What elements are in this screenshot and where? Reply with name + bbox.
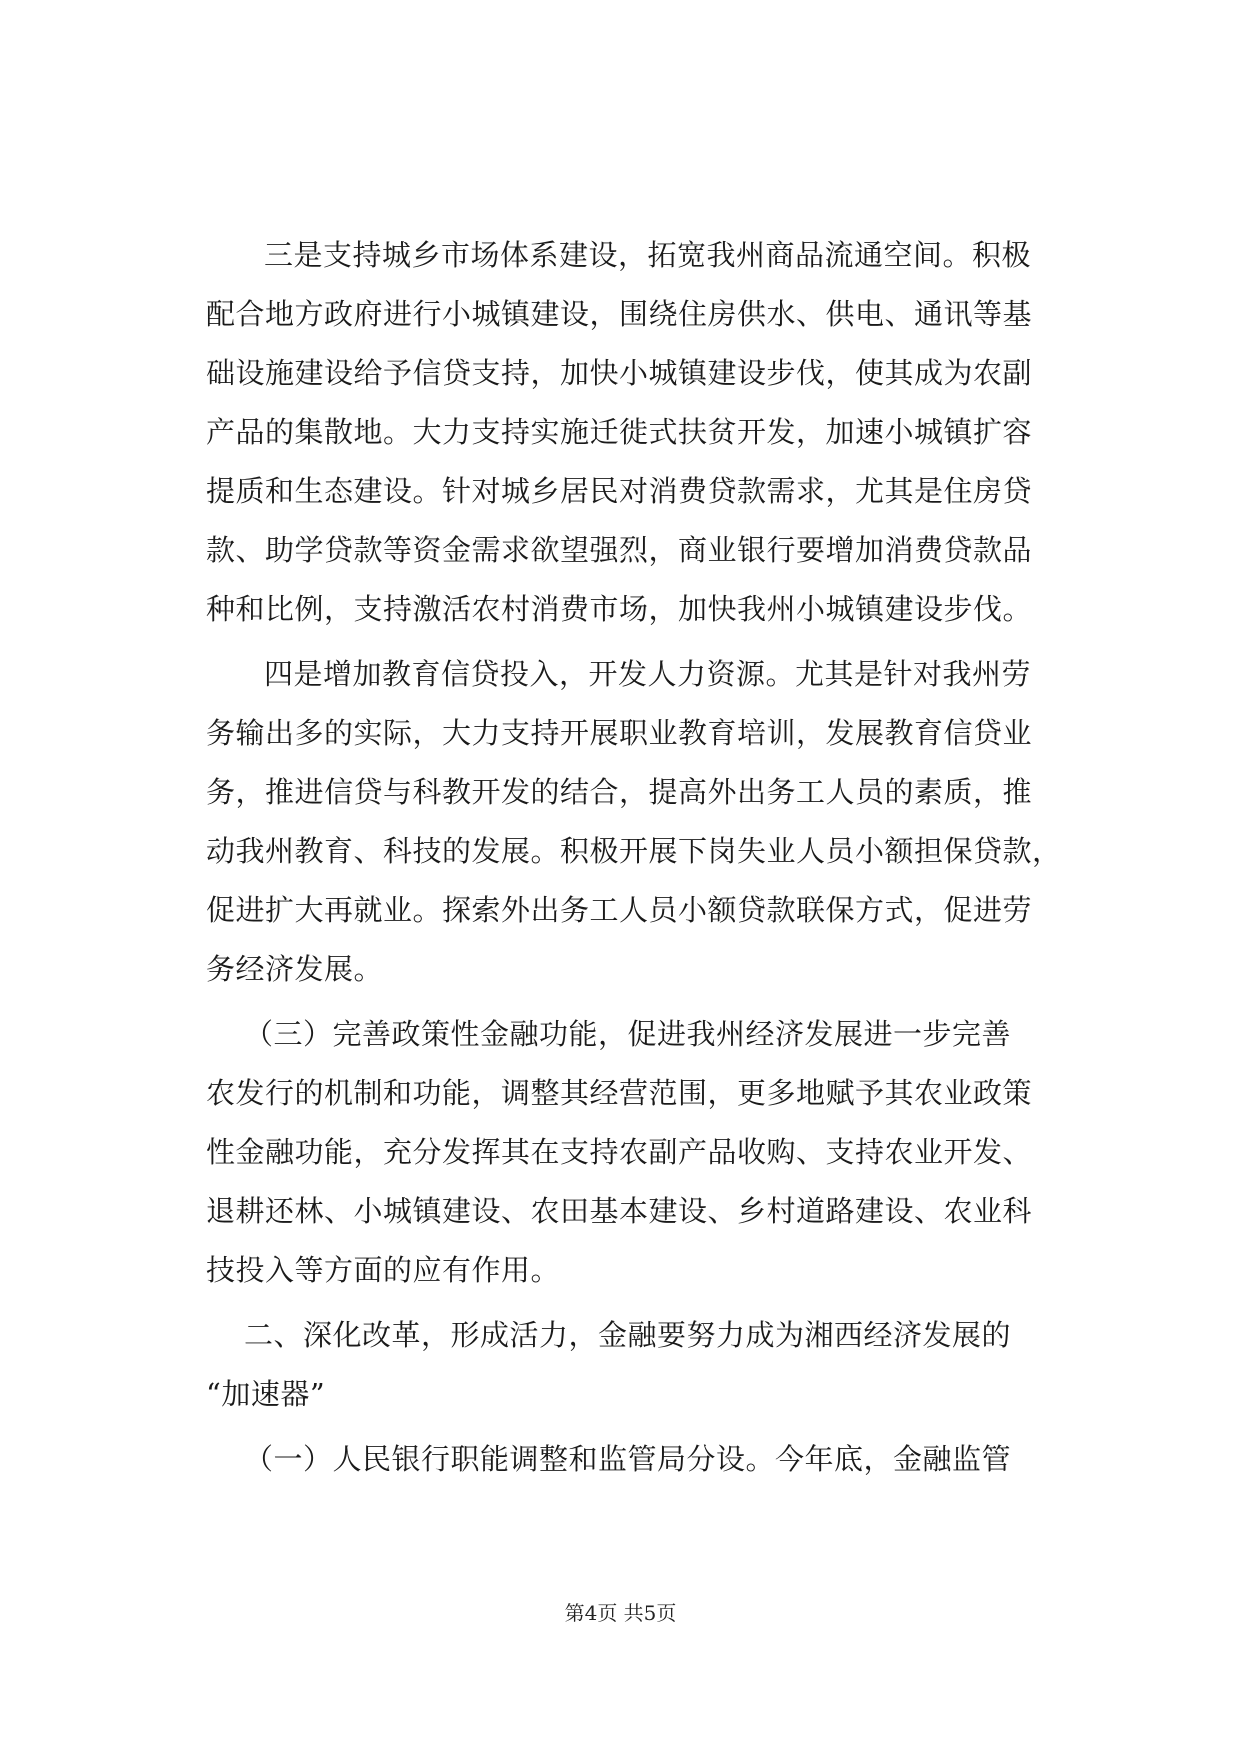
section-heading-reform <box>206 1306 1086 1424</box>
text-line: “加速器” <box>206 1377 326 1411</box>
text-line: 础设施建设给予信贷支持，加快小城镇建设步伐，使其成为农副 <box>206 356 1033 390</box>
text-line: 二、深化改革，形成活力，金融要努力成为湘西经济发展的 <box>244 1318 1012 1352</box>
page-number-footer: 第4页 共5页 <box>564 1601 677 1625</box>
text-line: 务输出多的实际，大力支持开展职业教育培训，发展教育信贷业 <box>206 716 1033 750</box>
text-line: 提质和生态建设。针对城乡居民对消费贷款需求，尤其是住房贷 <box>206 474 1033 508</box>
text-line: 务经济发展。 <box>206 952 384 986</box>
text-line: 农发行的机制和功能，调整其经营范围，更多地赋予其农业政策 <box>206 1076 1033 1110</box>
text-line: 产品的集散地。大力支持实施迁徙式扶贫开发，加速小城镇扩容 <box>206 415 1033 449</box>
text-line: 务，推进信贷与科教开发的结合，提高外出务工人员的素质，推 <box>206 775 1033 809</box>
text-line: 性金融功能，充分发挥其在支持农副产品收购、支持农业开发、 <box>206 1135 1033 1169</box>
text-line: 款、助学贷款等资金需求欲望强烈，商业银行要增加消费贷款品 <box>206 533 1033 567</box>
text-line: 技投入等方面的应有作用。 <box>206 1253 561 1287</box>
document-body <box>206 226 1086 1489</box>
text-line: 种和比例，支持激活农村消费市场，加快我州小城镇建设步伐。 <box>206 592 1033 626</box>
paragraph-education-credit <box>206 645 1086 999</box>
text-line: 配合地方政府进行小城镇建设，围绕住房供水、供电、通讯等基 <box>206 297 1033 331</box>
text-line: 动我州教育、科技的发展。积极开展下岗失业人员小额担保贷款， <box>206 834 1062 868</box>
paragraph-pboc-adjustment <box>206 1430 1086 1489</box>
text-line: （三）完善政策性金融功能，促进我州经济发展进一步完善 <box>244 1017 1012 1051</box>
text-line: 促进扩大再就业。探索外出务工人员小额贷款联保方式，促进劳 <box>206 893 1033 927</box>
text-line: 退耕还林、小城镇建设、农田基本建设、乡村道路建设、农业科 <box>206 1194 1033 1228</box>
text-line: （一）人民银行职能调整和监管局分设。今年底，金融监管 <box>244 1442 1012 1476</box>
paragraph-policy-finance <box>206 1005 1086 1300</box>
paragraph-market-system <box>206 226 1086 639</box>
text-line: 四是增加教育信贷投入，开发人力资源。尤其是针对我州劳 <box>264 657 1032 691</box>
text-line: 三是支持城乡市场体系建设，拓宽我州商品流通空间。积极 <box>264 238 1032 272</box>
